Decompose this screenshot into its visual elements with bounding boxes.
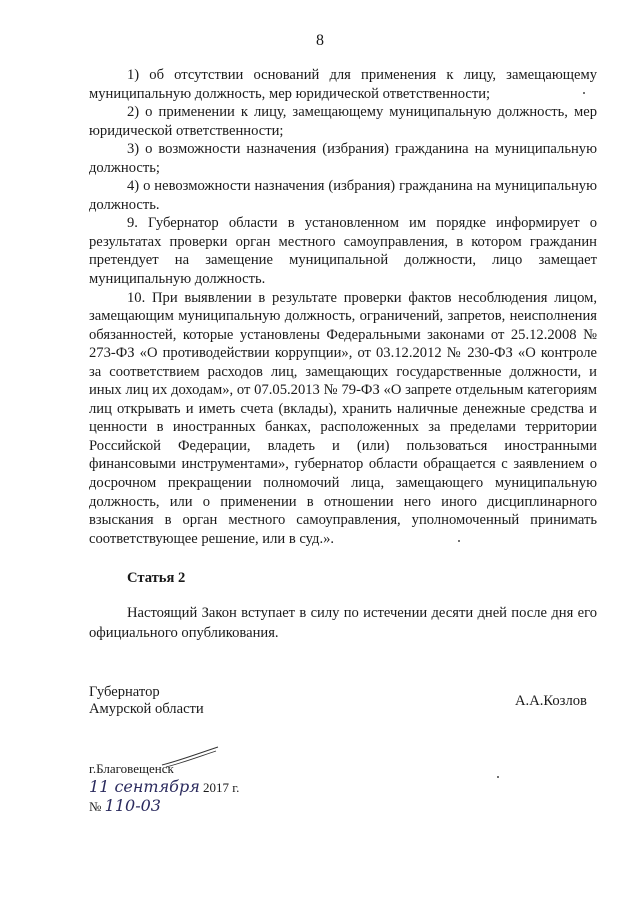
scan-speck — [458, 540, 460, 542]
signatory-title-line: Губернатор — [89, 684, 160, 700]
list-item: 10. При выявлении в результате проверки фактов несоблюдения лицом, замещающим муниципальную должность, ограничений, запретов, неисполнения обязанностей, которые установлены Федеральными законами от 25.12.2008 № 273-ФЗ «О противодействии коррупции», от 03.12.2012 № 230-ФЗ «О контроле за соответствием расходов лиц, замещающих государственные должности, и иных лиц их доходам», от 07.05.2013 № 79-ФЗ «О запрете отдельным категориям лиц открывать и иметь счета (вклады), хранить наличные денежные средства и ценности в иностранных банках, расположенных за пределами территории Российской Федерации, владеть и (или) пользоваться иностранными финансовыми инструментами», губернатор области обращается с заявлением о досрочном прекращении полномочий лица, замещающего муниципальную должность, или о применении в отношении него иного дисциплинарного взыскания в орган местного самоуправления, уполномоченный принимать соответствующее решение, или в суд.». — [89, 289, 597, 547]
handwritten-date: 11 сентября — [89, 777, 200, 796]
list-item: 4) о невозможности назначения (избрания) гражданина на муниципальную должность. — [89, 178, 597, 213]
handwritten-number: 110-03 — [104, 796, 161, 815]
number-label: № — [89, 799, 102, 814]
signatory-title — [89, 684, 204, 718]
scan-speck — [583, 92, 585, 94]
city-line — [89, 760, 239, 778]
signatory-title-line: Амурской области — [89, 701, 204, 717]
list-item: 3) о возможности назначения (избрания) гражданина на муниципальную должность; — [89, 141, 597, 176]
article-paragraph: Настоящий Закон вступает в силу по истечении десяти дней после дня его официального опубликования. — [89, 605, 597, 641]
signatory-name: А.А.Козлов — [515, 693, 587, 709]
city: г.Благовещенск — [89, 761, 174, 776]
year: 2017 г. — [203, 780, 240, 795]
article-text — [89, 603, 597, 643]
list-item: 2) о применении к лицу, замещающему муниципальную должность, мер юридической ответственности; — [89, 104, 597, 139]
number-line — [89, 797, 239, 816]
page-number: 8 — [316, 32, 324, 49]
law-text-body — [89, 66, 597, 548]
date-line — [89, 778, 239, 797]
list-item: 1) об отсутствии оснований для применения к лицу, замещающему муниципальную должность, мер юридической ответственности; — [89, 67, 597, 102]
list-item: 9. Губернатор области в установленном им порядке информирует о результатах проверки орган местного самоуправления, в котором гражданин претендует на замещение муниципальной должности, лицо замещает муниципальную должность. — [89, 215, 597, 288]
scan-speck — [497, 776, 499, 778]
article-heading: Статья 2 — [127, 570, 186, 586]
place-date-block — [89, 760, 239, 816]
